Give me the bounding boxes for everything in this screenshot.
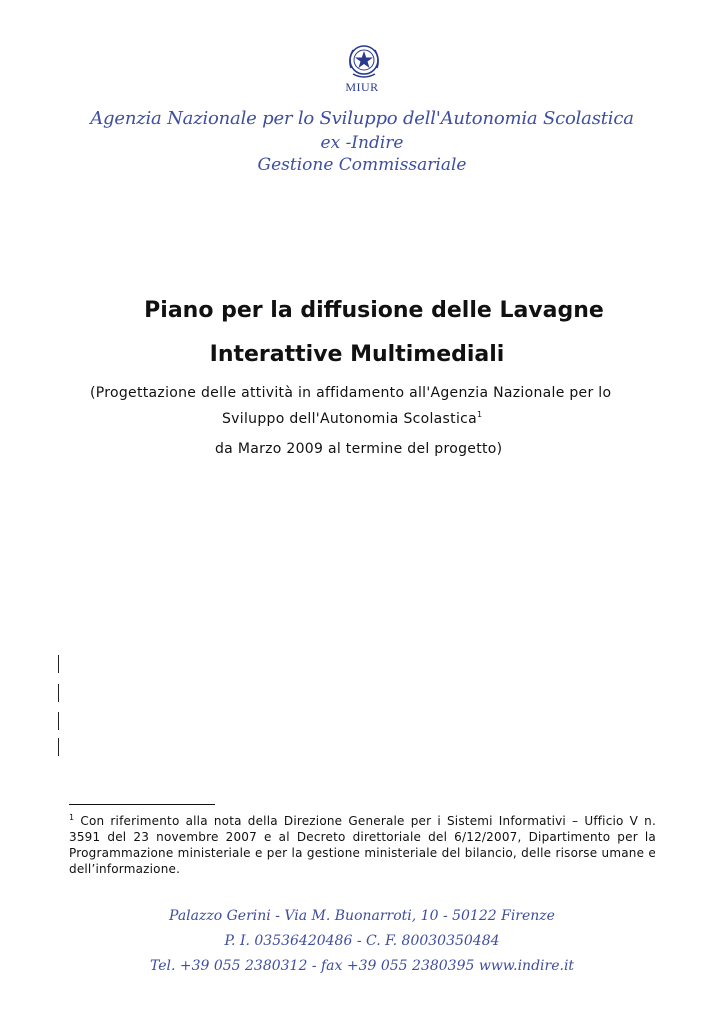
change-bar — [58, 655, 59, 673]
subtitle-line-3: da Marzo 2009 al termine del progetto) — [215, 441, 503, 457]
change-bar — [58, 738, 59, 756]
change-bar — [58, 684, 59, 702]
document-title-line-2: Interattive Multimediali — [209, 342, 505, 367]
italian-republic-emblem-icon — [345, 42, 383, 84]
change-bar — [58, 712, 59, 730]
document-title-line-1: Piano per la diffusione delle Lavagne — [144, 298, 604, 323]
agency-name: Agenzia Nazionale per lo Sviluppo dell'Autonomia Scolastica — [90, 108, 634, 129]
footnote-marker: 1 — [69, 813, 75, 822]
footnote-reference: 1 — [477, 410, 483, 419]
footer-address: Palazzo Gerini - Via M. Buonarroti, 10 - 50122 Firenze — [169, 908, 555, 924]
miur-label: MIUR — [345, 80, 379, 94]
agency-former-name: ex -Indire — [320, 133, 404, 153]
footnote — [69, 810, 656, 877]
footnote-text: Con riferimento alla nota della Direzione Generale per i Sistemi Informativi – Ufficio V n. 3591 del 23 novembre 2007 e al Decreto direttoriale del 6/12/2007, Dipartimento per la Programmazione ministeriale e per la gestione ministeriale del bilancio, delle risorse umane e dell’informazione. — [69, 814, 657, 876]
subtitle-line-2 — [222, 410, 482, 427]
agency-management: Gestione Commissariale — [257, 155, 467, 175]
subtitle-line-2-text: Sviluppo dell'Autonomia Scolastica — [222, 411, 478, 427]
subtitle-line-1: (Progettazione delle attività in affidamento all'Agenzia Nazionale per lo — [90, 385, 612, 401]
footer-contacts: Tel. +39 055 2380312 - fax +39 055 2380395 www.indire.it — [149, 958, 575, 974]
footnote-separator — [69, 804, 215, 805]
footer-tax-ids: P. I. 03536420486 - C. F. 80030350484 — [224, 933, 500, 949]
